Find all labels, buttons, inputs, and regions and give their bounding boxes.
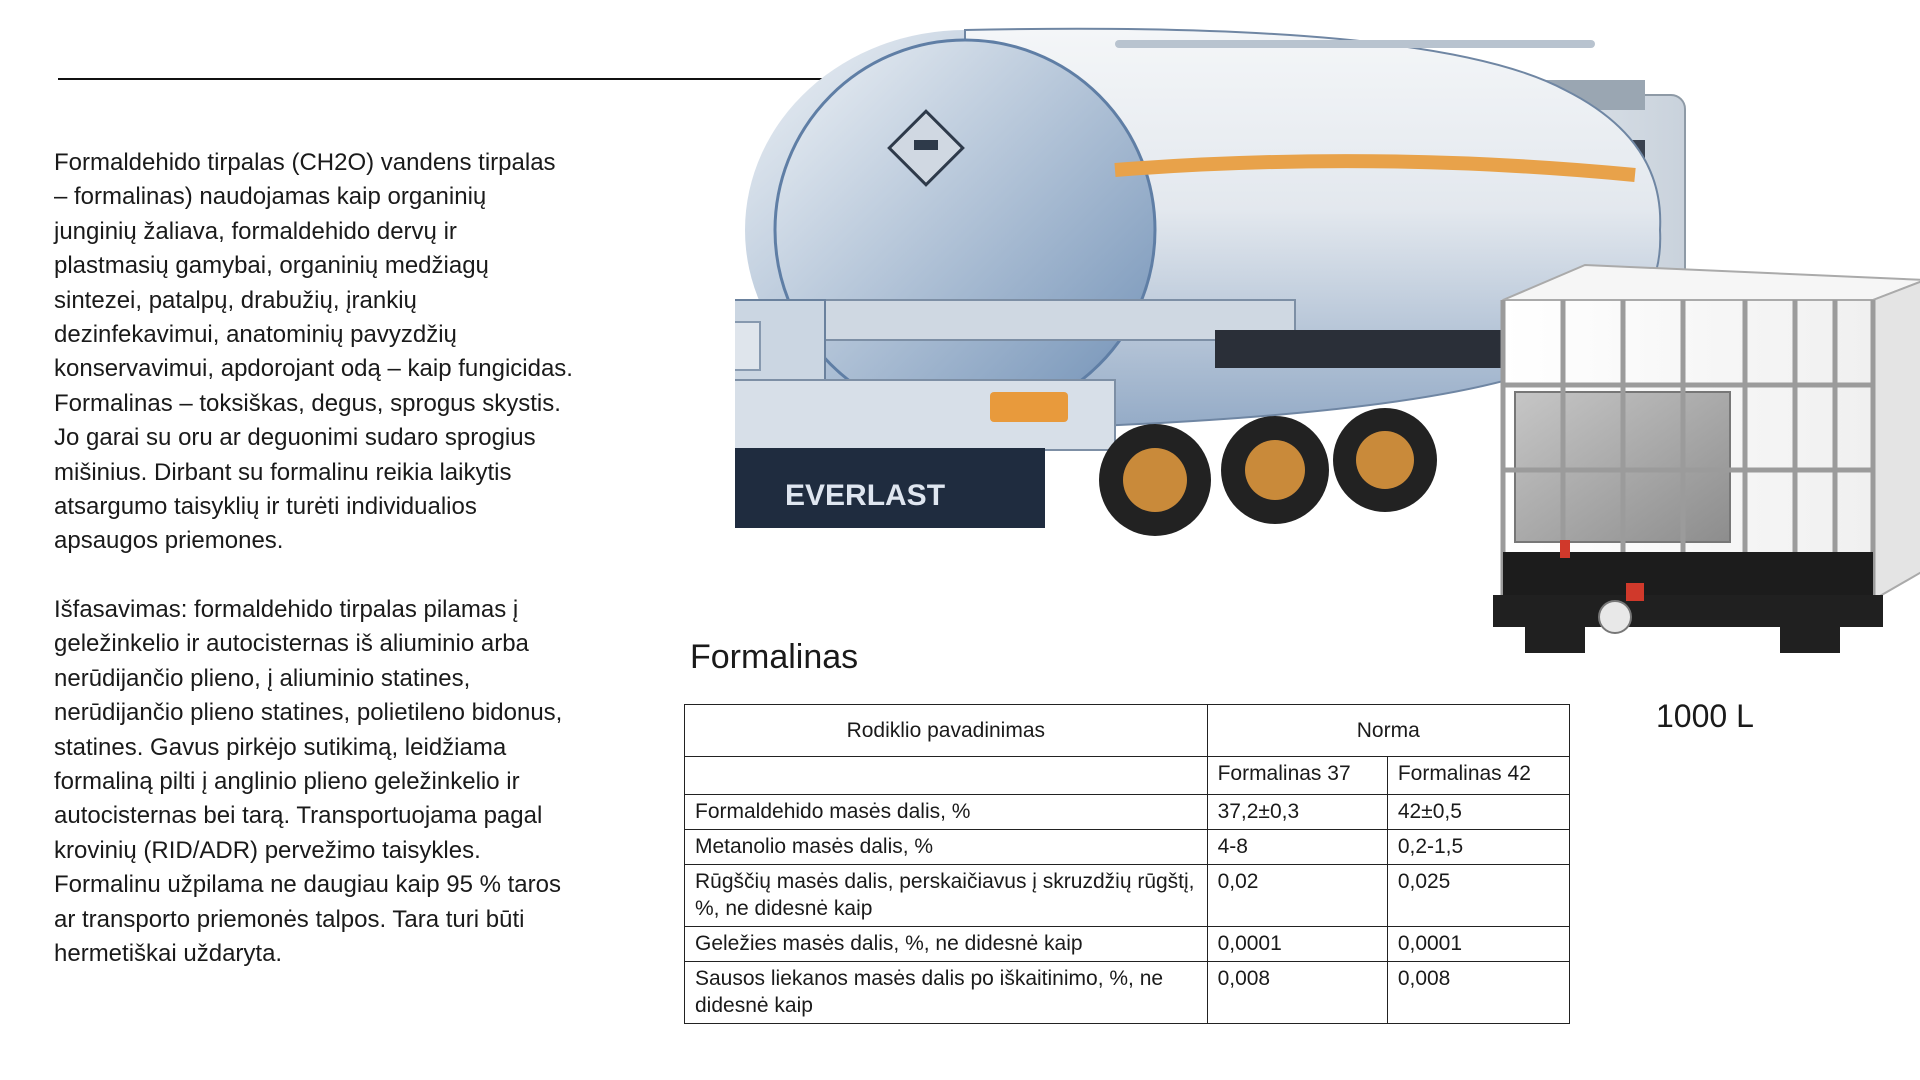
product-illustration (735, 0, 1920, 680)
ibc-container-image (1493, 265, 1920, 653)
row-value-37: 0,0001 (1207, 927, 1387, 962)
row-value-37: 4-8 (1207, 830, 1387, 865)
row-value-37: 0,02 (1207, 865, 1387, 927)
row-indicator-name: Formaldehido masės dalis, % (685, 795, 1208, 830)
row-value-42: 0,2-1,5 (1387, 830, 1569, 865)
table-subheader-row (685, 757, 1570, 795)
row-indicator-name: Metanolio masės dalis, % (685, 830, 1208, 865)
subheader-formalinas-42: Formalinas 42 (1387, 757, 1569, 795)
specification-table (684, 704, 1570, 1024)
description-paragraph-usage: Formaldehido tirpalas (CH2O) vandens tirpalas – formalinas) naudojamas kaip organinių junginių žaliava, formaldehido dervų ir plastmasių gamybai, organinių medžiagų sintezei, patalpų, drabužių, įrankių dezinfekavimui, anatominių pavyzdžių konservavimui, apdorojant odą – kaip fungicidas. Formalinas – toksiškas, degus, sprogus skystis. Jo garai su oru ar deguonimi sudaro sprogius mišinius. Dirbant su formalinu reikia laikytis atsargumo taisyklių ir turėti individualios apsaugos priemones. (54, 149, 573, 555)
top-divider (58, 78, 836, 80)
description-paragraph-packaging: Išfasavimas: formaldehido tirpalas pilamas į geležinkelio ir autocisternas iš aliuminio arba nerūdijančio plieno, į aliuminio statines, nerūdijančio plieno statines, polietileno bidonus, statines. Gavus pirkėjo sutikimą, leidžiama formaliną pilti į anglinio plieno geležinkelio ir autocisternas bei tarą. Transportuojama pagal krovinių (RID/ADR) pervežimo taisykles. Formalinu užpilama ne daugiau kaip 95 % taros ar transporto priemonės talpos. Tara turi būti hermetiškai uždaryta. (54, 595, 563, 967)
table-header-row (685, 705, 1570, 757)
subheader-empty-cell (685, 757, 1208, 795)
product-title: Formalinas (690, 638, 859, 676)
truck-brand-text: EVERLAST (785, 479, 946, 512)
row-value-37: 37,2±0,3 (1207, 795, 1387, 830)
header-norm: Norma (1207, 705, 1569, 757)
row-indicator-name: Geležies masės dalis, %, ne didesnė kaip (685, 927, 1208, 962)
table-row (685, 927, 1570, 962)
table-row (685, 795, 1570, 830)
row-indicator-name: Rūgščių masės dalis, perskaičiavus į skruzdžių rūgštį, %, ne didesnė kaip (685, 865, 1208, 927)
table-row (685, 830, 1570, 865)
row-value-42: 42±0,5 (1387, 795, 1569, 830)
table-row (685, 962, 1570, 1024)
row-value-42: 0,008 (1387, 962, 1569, 1024)
row-indicator-name: Sausos liekanos masės dalis po iškaitinimo, %, ne didesnė kaip (685, 962, 1208, 1024)
table-row (685, 865, 1570, 927)
row-value-42: 0,025 (1387, 865, 1569, 927)
description-text (54, 146, 574, 1005)
container-capacity-label: 1000 L (1656, 698, 1754, 734)
row-value-37: 0,008 (1207, 962, 1387, 1024)
row-value-42: 0,0001 (1387, 927, 1569, 962)
subheader-formalinas-37: Formalinas 37 (1207, 757, 1387, 795)
header-indicator-name: Rodiklio pavadinimas (685, 705, 1208, 757)
